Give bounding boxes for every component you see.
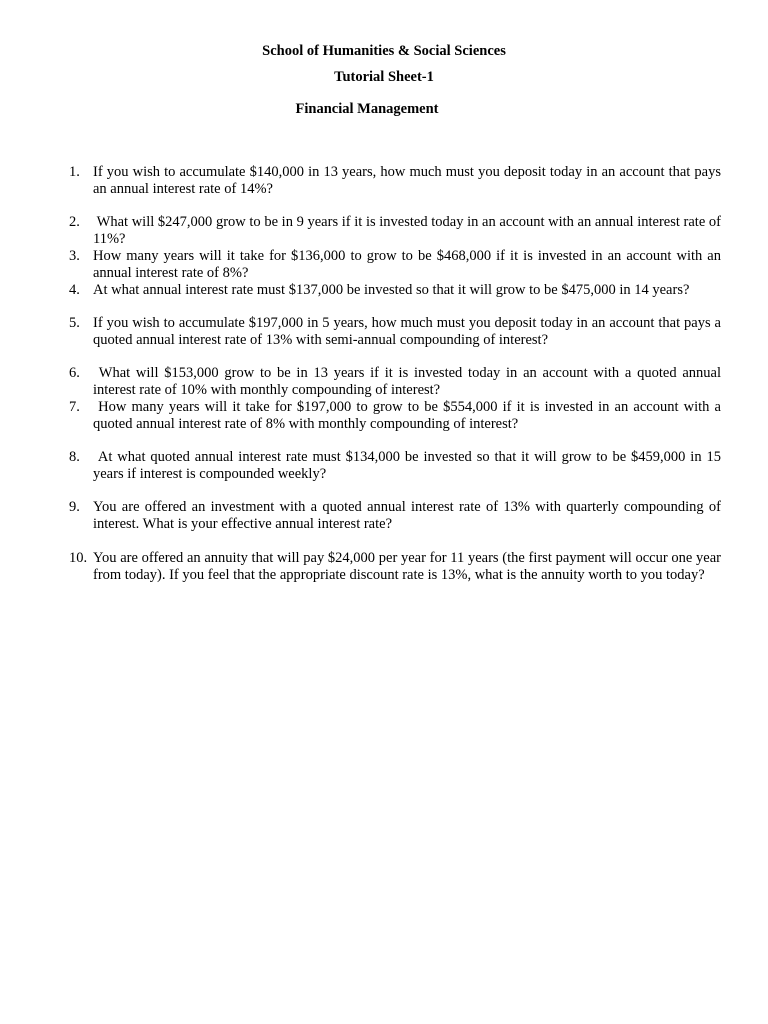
- question-text: You are offered an annuity that will pay $24,000 per year for 11 years (the first payment will occur one year from today). If you feel that the appropriate discount rate is 13%, what is the annuity worth to you today?: [93, 550, 721, 583]
- question-number: 2.: [69, 214, 80, 230]
- question-number: 4.: [69, 282, 80, 298]
- question-text: If you wish to accumulate $140,000 in 13 years, how much must you deposit today in an account that pays an annual interest rate of 14%?: [93, 164, 721, 197]
- question-text: At what annual interest rate must $137,000 be invested so that it will grow to be $475,000 in 14 years?: [93, 282, 690, 298]
- question-number: 10.: [69, 550, 88, 566]
- school-title: School of Humanities & Social Sciences: [262, 43, 506, 59]
- question-text: What will $153,000 grow to be in 13 years if it is invested today in an account with a quoted annual interest rate of 10% with monthly compounding of interest?: [93, 365, 721, 398]
- question-number: 6.: [69, 365, 80, 381]
- question-text: If you wish to accumulate $197,000 in 5 years, how much must you deposit today in an account that pays a quoted annual interest rate of 13% with semi-annual compounding of interest?: [93, 315, 721, 348]
- question-text: What will $247,000 grow to be in 9 years if it is invested today in an account with an annual interest rate of 11%?: [93, 214, 721, 247]
- question-number: 3.: [69, 248, 80, 264]
- question-number: 9.: [69, 499, 80, 515]
- question-text: At what quoted annual interest rate must $134,000 be invested so that it will grow to be $459,000 in 15 years if interest is compounded weekly?: [93, 449, 721, 482]
- question-number: 7.: [69, 399, 80, 415]
- question-text: How many years will it take for $197,000 to grow to be $554,000 if it is invested in an account with a quoted annual interest rate of 8% with monthly compounding of interest?: [93, 399, 721, 432]
- question-number: 1.: [69, 164, 80, 180]
- question-text: You are offered an investment with a quoted annual interest rate of 13% with quarterly compounding of interest. What is your effective annual interest rate?: [93, 499, 721, 532]
- question-number: 8.: [69, 449, 80, 465]
- subject-title: Financial Management: [295, 101, 439, 117]
- sheet-title: Tutorial Sheet-1: [334, 69, 434, 85]
- question-text: How many years will it take for $136,000 to grow to be $468,000 if it is invested in an account with an annual interest rate of 8%?: [93, 248, 721, 281]
- question-number: 5.: [69, 315, 80, 331]
